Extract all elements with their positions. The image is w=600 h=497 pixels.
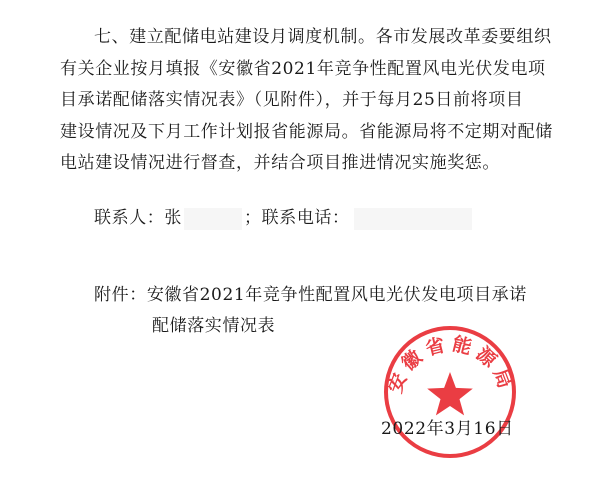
contact-separator: ；: [244, 208, 262, 228]
official-seal-stamp: [380, 322, 520, 462]
seal-star-icon: [427, 372, 473, 415]
redacted-phone-block: [354, 208, 472, 230]
contact-person-label: 联系人：: [94, 208, 165, 228]
mechanism-paragraph: [60, 22, 560, 180]
contact-line: [94, 203, 472, 233]
paragraph-line: 电站建设情况进行督查，并结合项目推进情况实施奖惩。: [60, 153, 500, 173]
document-date: 2022年3月16日: [381, 419, 514, 439]
redacted-name-block: [184, 208, 242, 230]
attachment-title-line1: 安徽省2021年竞争性配置风电光伏发电项目承诺: [146, 285, 527, 305]
paragraph-line: 目承诺配储落实情况表》（见附件），并于每月25日前将项目: [60, 90, 524, 110]
contact-person-name: 张: [164, 208, 183, 228]
seal-text: 安徽省能源局: [384, 333, 518, 397]
paragraph-line: 七、建立配储电站建设月调度机制。各市发展改革委要组织: [94, 27, 552, 47]
paragraph-line: 有关企业按月填报《安徽省2021年竞争性配置风电光伏发电项: [60, 58, 546, 79]
contact-phone-label: 联系电话：: [261, 208, 350, 228]
attachment-label: 附件：: [94, 285, 147, 305]
attachment-title-line2: 配储落实情况表: [152, 316, 276, 336]
paragraph-line: 建设情况及下月工作计划报省能源局。省能源局将不定期对配储: [60, 121, 553, 142]
